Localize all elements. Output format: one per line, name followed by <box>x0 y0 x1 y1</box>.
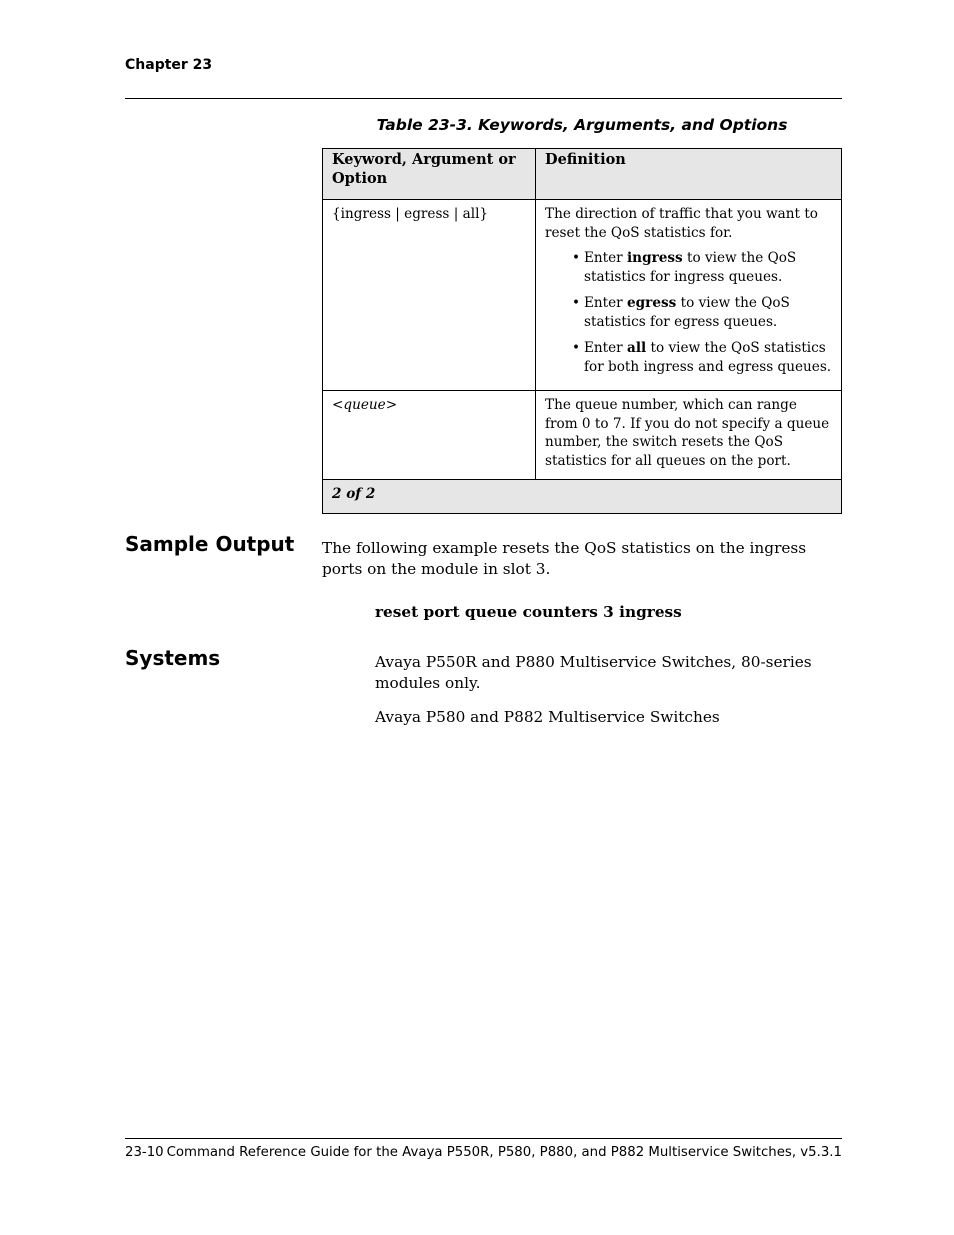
definition-text: The direction of traffic that you want to reset the QoS statistics for. <box>545 206 818 241</box>
bullet-text: Enter <box>584 250 628 266</box>
bullet-item <box>545 249 833 286</box>
bullet-item <box>545 294 833 331</box>
bullet-icon: • <box>572 250 581 266</box>
bullet-keyword: ingress <box>627 250 683 266</box>
definition-cell <box>536 200 842 391</box>
sample-output-heading: Sample Output <box>125 532 295 556</box>
bullet-icon: • <box>572 295 581 311</box>
chapter-label: Chapter 23 <box>125 57 213 73</box>
sample-output-text: The following example resets the QoS statistics on the ingress ports on the module in slot 3. <box>322 539 807 578</box>
bullet-text: to view the QoS statistics for egress queues. <box>584 295 790 330</box>
table-row <box>323 391 842 480</box>
definition-cell: The queue number, which can range from 0 to 7. If you do not specify a queue number, the switch resets the QoS statistics for all queues on the port. <box>536 391 842 480</box>
page-number: 23-10 <box>125 1145 164 1160</box>
bullet-text: Enter <box>584 340 628 356</box>
bullet-list <box>545 249 833 376</box>
bullet-text: to view the QoS statistics for ingress queues. <box>584 250 797 285</box>
bullet-text: Enter <box>584 295 628 311</box>
systems-line: Avaya P580 and P882 Multiservice Switches <box>375 708 720 726</box>
column-header-definition: Definition <box>536 149 842 200</box>
keyword-cell <box>323 391 536 480</box>
systems-heading: Systems <box>125 646 221 670</box>
footer-title: Command Reference Guide for the Avaya P550R, P580, P880, and P882 Multiservice Switches, v5.3.1 <box>166 1145 842 1160</box>
systems-line: Avaya P550R and P880 Multiservice Switches, 80-series modules only. <box>375 653 812 692</box>
keyword-cell: {ingress | egress | all} <box>323 200 536 391</box>
table-header-row <box>323 149 842 200</box>
keyword-text: <queue> <box>332 397 398 413</box>
keywords-table <box>322 148 842 514</box>
header-rule <box>125 98 842 99</box>
bullet-keyword: all <box>627 340 647 356</box>
sample-command: reset port queue counters 3 ingress <box>375 603 682 621</box>
table-row <box>323 200 842 391</box>
table-caption: Table 23-3. Keywords, Arguments, and Options <box>376 116 788 134</box>
bullet-text: to view the QoS statistics for both ingress and egress queues. <box>584 340 832 375</box>
column-header-keyword: Keyword, Argument or Option <box>323 149 536 200</box>
bullet-icon: • <box>572 340 581 356</box>
page-indicator: 2 of 2 <box>323 480 842 514</box>
bullet-keyword: egress <box>627 295 677 311</box>
footer-rule <box>125 1138 842 1139</box>
table-footer-row <box>323 480 842 514</box>
bullet-item <box>545 339 833 376</box>
